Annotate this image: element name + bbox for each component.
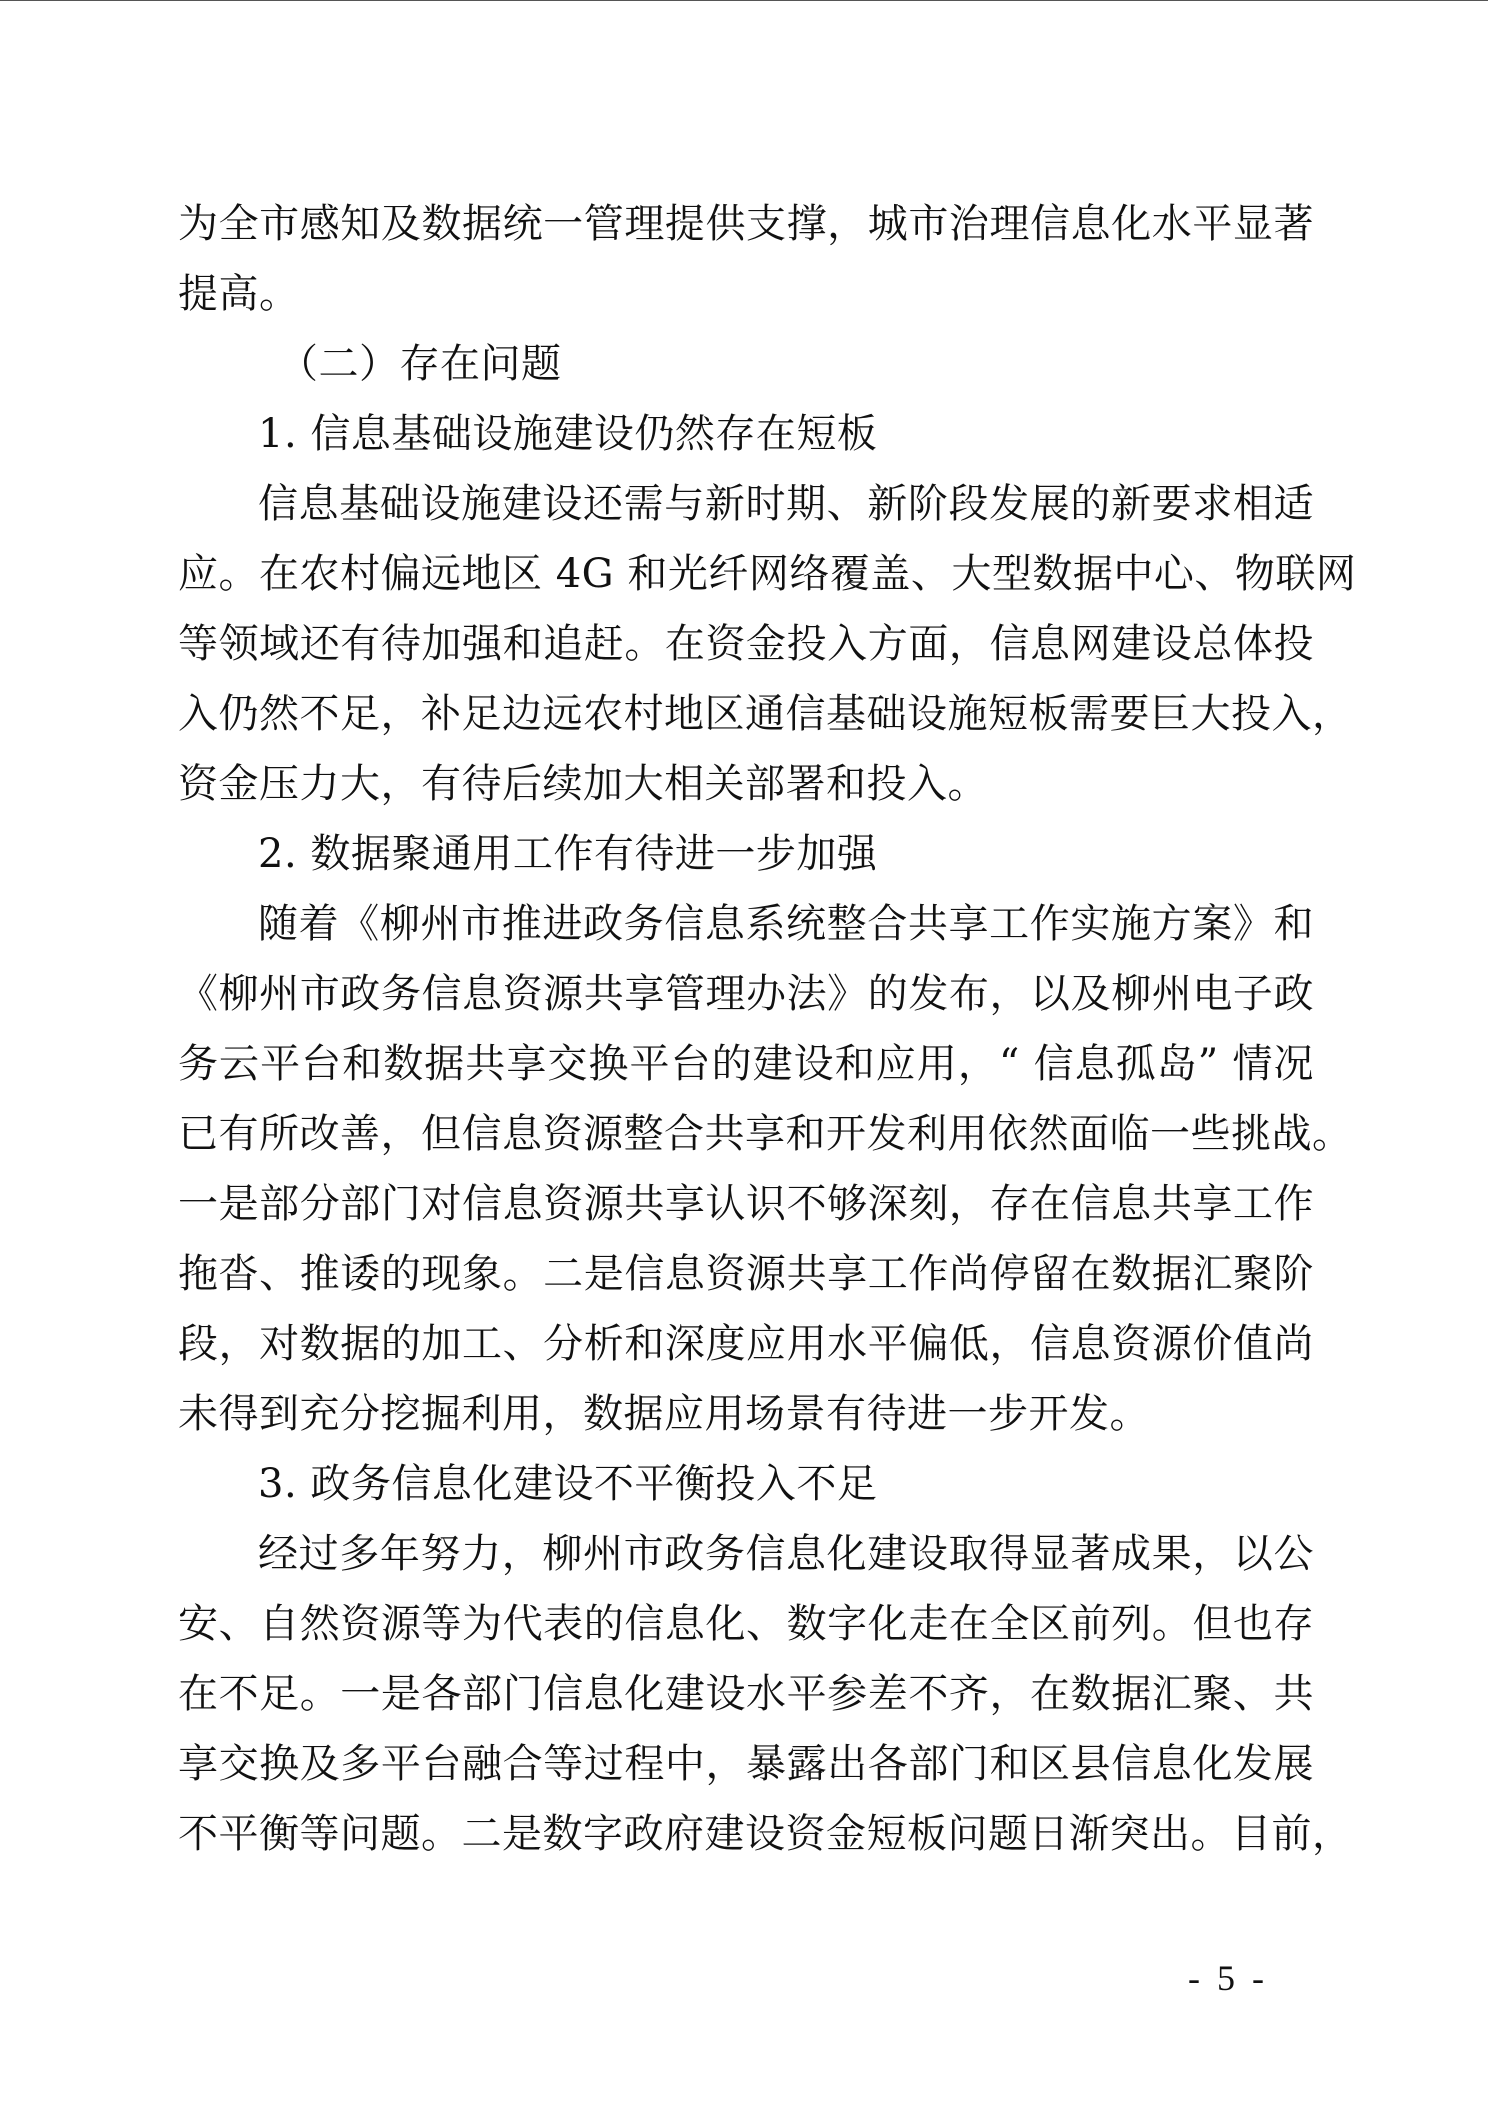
subheading-1 (178, 399, 1314, 469)
paragraph-2-line: 务云平台和数据共享交换平台的建设和应用，“ 信息孤岛” 情况 (178, 1041, 1314, 1087)
paragraph-3-line: 在不足。一是各部门信息化建设水平参差不齐，在数据汇聚、共 (178, 1671, 1314, 1717)
paragraph-3-line: 不平衡等问题。二是数字政府建设资金短板问题日渐突出。目前， (178, 1811, 1353, 1857)
section-heading-problems-line: （二）存在问题 (278, 341, 562, 387)
paragraph-3 (178, 1519, 1353, 1869)
paragraph-2-line: 《柳州市政务信息资源共享管理办法》的发布，以及柳州电子政 (178, 971, 1314, 1017)
paragraph-3-line: 享交换及多平台融合等过程中，暴露出各部门和区县信息化发展 (178, 1741, 1314, 1787)
paragraph-1 (178, 469, 1357, 819)
subheading-3 (178, 1449, 1314, 1519)
paragraph-2-line: 一是部分部门对信息资源共享认识不够深刻，存在信息共享工作 (178, 1181, 1314, 1227)
paragraph-2 (178, 889, 1353, 1449)
paragraph-1-line: 信息基础设施建设还需与新时期、新阶段发展的新要求相适 (258, 481, 1314, 527)
paragraph-3-line: 安、自然资源等为代表的信息化、数字化走在全区前列。但也存 (178, 1601, 1314, 1647)
paragraph-1-line: 资金压力大，有待后续加大相关部署和投入。 (178, 761, 988, 807)
section-heading-problems (178, 329, 1314, 399)
subheading-1-line: 1. 信息基础设施建设仍然存在短板 (258, 411, 878, 457)
paragraph-1-line: 入仍然不足，补足边远农村地区通信基础设施短板需要巨大投入， (178, 691, 1353, 737)
paragraph-2-line: 未得到充分挖掘利用，数据应用场景有待进一步开发。 (178, 1391, 1150, 1437)
document-body (178, 189, 1357, 1869)
intro-continuation-line: 提高。 (178, 271, 300, 317)
paragraph-2-line: 随着《柳州市推进政务信息系统整合共享工作实施方案》和 (258, 901, 1314, 947)
subheading-3-line: 3. 政务信息化建设不平衡投入不足 (258, 1461, 878, 1507)
paragraph-2-line: 拖沓、推诿的现象。二是信息资源共享工作尚停留在数据汇聚阶 (178, 1251, 1314, 1297)
paragraph-1-line: 应。在农村偏远地区 4G 和光纤网络覆盖、大型数据中心、物联网 (178, 551, 1357, 597)
paragraph-3-line: 经过多年努力，柳州市政务信息化建设取得显著成果，以公 (258, 1531, 1314, 1577)
paragraph-2-line: 段，对数据的加工、分析和深度应用水平偏低，信息资源价值尚 (178, 1321, 1314, 1367)
paragraph-1-line: 等领域还有待加强和追赶。在资金投入方面，信息网建设总体投 (178, 621, 1314, 667)
paragraph-2-line: 已有所改善，但信息资源整合共享和开发利用依然面临一些挑战。 (178, 1111, 1353, 1157)
intro-continuation (178, 189, 1314, 329)
subheading-2-line: 2. 数据聚通用工作有待进一步加强 (258, 831, 878, 877)
subheading-2 (178, 819, 1314, 889)
page-number: - 5 - (1188, 1958, 1268, 1998)
intro-continuation-line: 为全市感知及数据统一管理提供支撑，城市治理信息化水平显著 (178, 201, 1314, 247)
